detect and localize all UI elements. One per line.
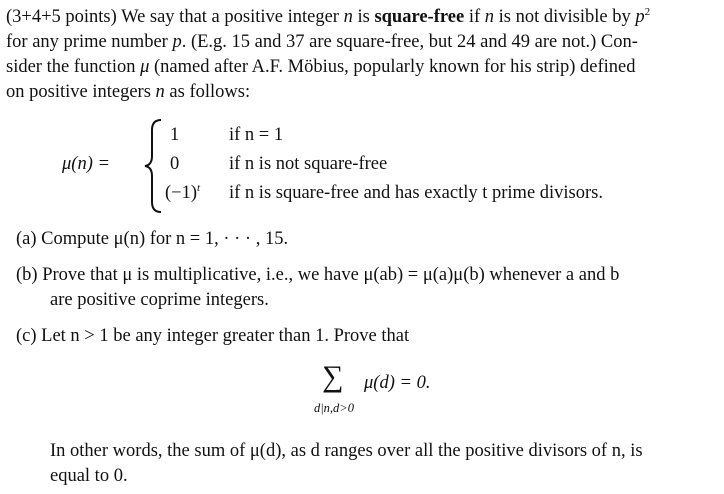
intro-line-2 bbox=[6, 31, 638, 53]
intro-line-1 bbox=[6, 6, 650, 28]
math-mu: μ bbox=[140, 57, 150, 77]
intro-text: is not divisible by bbox=[494, 7, 636, 27]
intro-text: . (E.g. 15 and 37 are square-free, but 24 and 49 are not.) Con- bbox=[181, 32, 638, 52]
case-value-3-base: (−1) bbox=[165, 183, 198, 203]
part-b-line-1: (b) Prove that μ is multiplicative, i.e., we have μ(ab) = μ(a)μ(b) whenever a and b bbox=[16, 265, 620, 285]
case-value-3-exponent: t bbox=[197, 181, 201, 194]
conclusion-line-1: In other words, the sum of μ(d), as d ranges over all the positive divisors of n, is bbox=[50, 441, 643, 461]
conclusion-line-2: equal to 0. bbox=[50, 466, 128, 486]
case-value-3 bbox=[165, 182, 200, 204]
intro-text: as follows: bbox=[164, 82, 251, 102]
sum-subscript: d|n,d>0 bbox=[314, 401, 354, 415]
intro-line-4 bbox=[6, 81, 250, 103]
case-condition-2: if n is not square-free bbox=[229, 154, 388, 174]
case-value-2: 0 bbox=[170, 154, 180, 174]
intro-text: (named after A.F. Möbius, popularly known for his strip) defined bbox=[149, 57, 636, 77]
math-p: p bbox=[172, 32, 182, 52]
math-n: n bbox=[484, 7, 494, 27]
case-condition-3: if n is square-free and has exactly t prime divisors. bbox=[229, 183, 603, 203]
definition-lhs: μ(n) = bbox=[62, 154, 110, 174]
intro-text: for any prime number bbox=[6, 32, 173, 52]
summation-icon: ∑ bbox=[322, 360, 344, 393]
part-b-line-2: are positive coprime integers. bbox=[50, 290, 269, 310]
part-a: (a) Compute μ(n) for n = 1, · · · , 15. bbox=[16, 229, 289, 249]
part-c: (c) Let n > 1 be any integer greater than 1. Prove that bbox=[16, 326, 410, 346]
case-condition-1: if n = 1 bbox=[229, 125, 284, 145]
intro-text: is bbox=[352, 7, 375, 27]
sum-expression: μ(d) = 0. bbox=[364, 373, 431, 393]
intro-line-3 bbox=[6, 56, 636, 78]
math-p: p bbox=[635, 7, 645, 27]
left-brace-icon bbox=[142, 118, 164, 214]
intro-text: (3+4+5 points) We say that a positive integer bbox=[6, 7, 344, 27]
intro-text: on positive integers bbox=[6, 82, 156, 102]
case-value-1: 1 bbox=[170, 125, 180, 145]
bold-term-square-free: square-free bbox=[374, 7, 465, 27]
math-n: n bbox=[155, 82, 165, 102]
intro-text: if bbox=[464, 7, 485, 27]
math-n: n bbox=[343, 7, 353, 27]
math-exponent: 2 bbox=[644, 5, 651, 18]
intro-text: sider the function bbox=[6, 57, 141, 77]
